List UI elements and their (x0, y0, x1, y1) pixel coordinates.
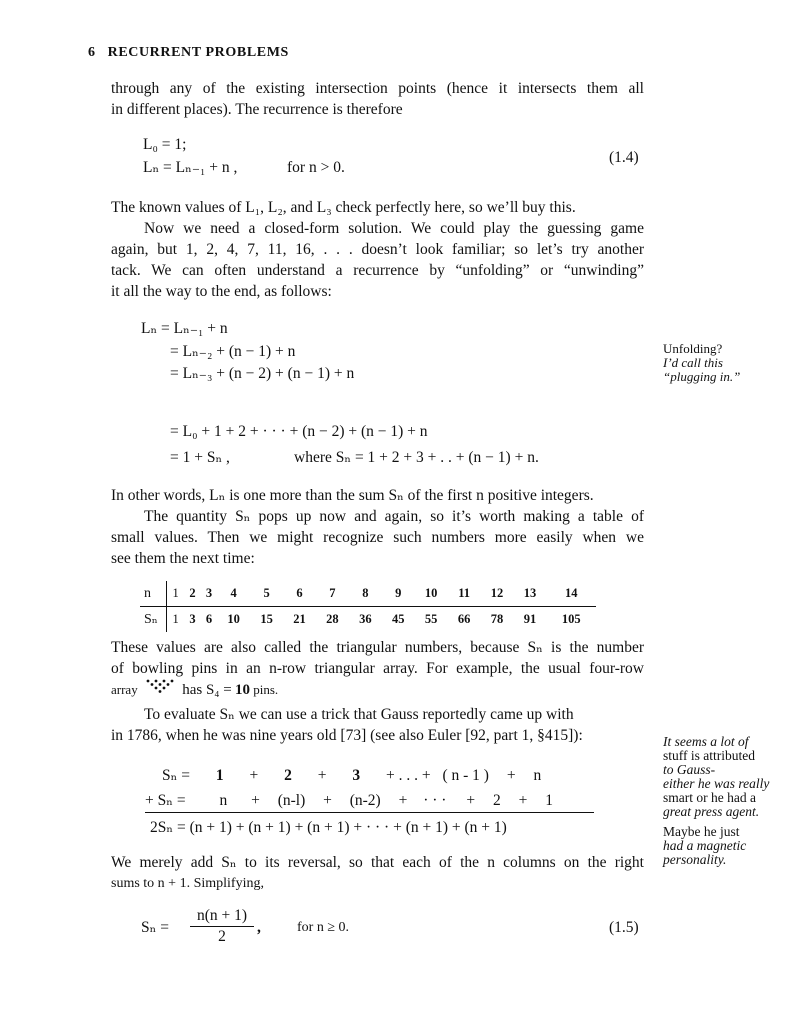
eq15-condition: for n ≥ 0. (297, 920, 350, 935)
text-line: The quantity Sₙ pops up now and again, so it’s worth making a table of (144, 508, 644, 525)
equation-number: (1.5) (609, 919, 639, 936)
table-cell-s: 78 (490, 612, 504, 626)
paragraph-sum (111, 485, 644, 569)
equation-number: (1.4) (609, 149, 639, 166)
text-line: These values are also called the triangular numbers, because Sₙ is the number (111, 639, 644, 656)
paragraph-triangular (111, 637, 644, 701)
text-line: Now we need a closed-form solution. We could play the guessing game (144, 220, 644, 237)
text-line: The known values of L₁, L₂, and L₃ check perfectly here, so we’ll buy this. (111, 199, 576, 216)
text-line: We merely add Sₙ to its reversal, so that each of the n columns on the right (111, 854, 644, 871)
table-cell-n: 13 (513, 581, 546, 607)
table-row (140, 581, 596, 607)
table-cell-s: 10 (227, 612, 240, 626)
table-row (140, 607, 596, 633)
text-line: in different places). The recurrence is therefore (111, 101, 403, 118)
margin-line: I’d call this (663, 355, 723, 370)
text-line: tack. We can often understand a recurrence by “unfolding” or “unwinding” (111, 262, 644, 279)
margin-line: “plugging in.” (663, 369, 741, 384)
table-cell-n: 2 (184, 581, 200, 607)
text-line: of bowling pins in an n-row triangular array. For example, the usual four-row (111, 660, 644, 677)
triangular-numbers-table (140, 581, 596, 632)
table-cell-n: 9 (382, 581, 415, 607)
table-cell-s: 91 (523, 612, 537, 626)
table-cell-n: 7 (316, 581, 349, 607)
table-cell-s: 1 (172, 612, 179, 626)
table-cell-s: 21 (293, 612, 306, 626)
margin-line: stuff is attributed (663, 748, 755, 763)
array-word: array (111, 682, 138, 697)
text-line (111, 679, 644, 701)
table-cell-s: 6 (205, 612, 213, 626)
fraction-denominator: 2 (218, 928, 226, 945)
margin-line: Unfolding? (663, 341, 723, 356)
text-line: through any of the existing intersection points (hence it intersects them all (111, 80, 644, 97)
text-line: small values. Then we might recognize such numbers more easily when we (111, 529, 644, 546)
margin-note-gauss (663, 735, 769, 867)
margin-line: great press agent. (663, 804, 760, 819)
table-cell-n: 10 (415, 581, 448, 607)
paragraph-intro (111, 78, 644, 120)
table-cell-s: 105 (561, 612, 581, 626)
eq15-lhs: Sₙ = (141, 919, 169, 936)
paragraph-gauss (111, 704, 644, 746)
table-cell-s: 66 (457, 612, 471, 626)
gauss-row-2: + Sₙ = n + (n-l) + (n-2) + · · · + 2 + 1 (145, 792, 553, 809)
unfold-line: = Lₙ₋₃ + (n − 2) + (n − 1) + n (170, 365, 355, 382)
eq15-comma: , (257, 919, 261, 936)
unfold-line: = 1 + Sₙ , (170, 449, 230, 466)
running-header (88, 42, 289, 63)
table-cell-n: 8 (349, 581, 382, 607)
text-line: sums to n + 1. Simplifying, (111, 876, 264, 891)
text-line: it all the way to the end, as follows: (111, 283, 332, 300)
text-line: again, but 1, 2, 4, 7, 11, 16, . . . doesn’t look familiar; so let’s try another (111, 241, 644, 258)
fraction (188, 906, 256, 947)
fraction-numerator: n(n + 1) (196, 907, 248, 924)
sum-rule (145, 812, 594, 813)
page-number: 6 (88, 45, 96, 60)
margin-line: smart or he had a (663, 790, 756, 805)
margin-line: It seems a lot of (663, 734, 749, 749)
table-cell-s: 3 (189, 612, 196, 626)
s4-value: 10 (234, 682, 250, 698)
table-cell-n: 6 (283, 581, 316, 607)
table-cell-s: 45 (392, 612, 405, 626)
pins-word: pins. (253, 682, 279, 697)
has-s4: has S₄ = (182, 682, 232, 698)
margin-line: either he was really (663, 776, 770, 791)
table-cell-s: 55 (424, 612, 438, 626)
paragraph-reversal (111, 852, 644, 894)
table-cell-n: 5 (250, 581, 283, 607)
table-cell-n: 1 (167, 581, 185, 607)
table-cell-s: 28 (326, 612, 339, 626)
margin-note (663, 342, 740, 384)
gauss-row-1: Sₙ = 1 + 2 + 3 + . . . + ( n - 1 ) + n (162, 767, 542, 784)
margin-line: had a magnetic (663, 838, 747, 853)
margin-line: Maybe he just (663, 824, 740, 839)
equation-line: L₀ = 1; (143, 136, 187, 153)
equation-condition: for n > 0. (287, 159, 345, 176)
row-label-n: n (140, 581, 167, 607)
unfold-line: = L₀ + 1 + 2 + · · · + (n − 2) + (n − 1) + n (170, 423, 428, 440)
table-cell-n: 3 (201, 581, 217, 607)
table-cell-n: 12 (481, 581, 514, 607)
text-line: in 1786, when he was nine years old [73] (see also Euler [92, part 1, §415]): (111, 727, 583, 744)
gauss-row-3: 2Sₙ = (n + 1) + (n + 1) + (n + 1) + · · · + (n + 1) + (n + 1) (150, 819, 507, 836)
margin-line: personality. (663, 852, 727, 867)
bowling-pins-icon (145, 679, 175, 693)
unfold-line: = Lₙ₋₂ + (n − 1) + n (170, 343, 296, 360)
chapter-title: RECURRENT PROBLEMS (107, 45, 289, 60)
row-label-s: Sₙ (140, 607, 167, 633)
text-line: In other words, Lₙ is one more than the sum Sₙ of the first n positive integers. (111, 487, 594, 504)
table-cell-s: 15 (260, 612, 273, 626)
equation-line: Lₙ = Lₙ₋₁ + n , (143, 159, 238, 176)
table-cell-n: 14 (546, 581, 596, 607)
unfold-line: Lₙ = Lₙ₋₁ + n (141, 320, 228, 337)
paragraph-closed-form (111, 197, 644, 302)
table-cell-s: 36 (359, 612, 372, 626)
table-cell-n: 4 (217, 581, 250, 607)
margin-line: to Gauss- (663, 762, 716, 777)
unfold-where: where Sₙ = 1 + 2 + 3 + . . + (n − 1) + n. (294, 449, 539, 466)
table-cell-n: 11 (448, 581, 481, 607)
text-line: see them the next time: (111, 550, 255, 567)
text-line: To evaluate Sₙ we can use a trick that Gauss reportedly came up with (144, 706, 574, 723)
